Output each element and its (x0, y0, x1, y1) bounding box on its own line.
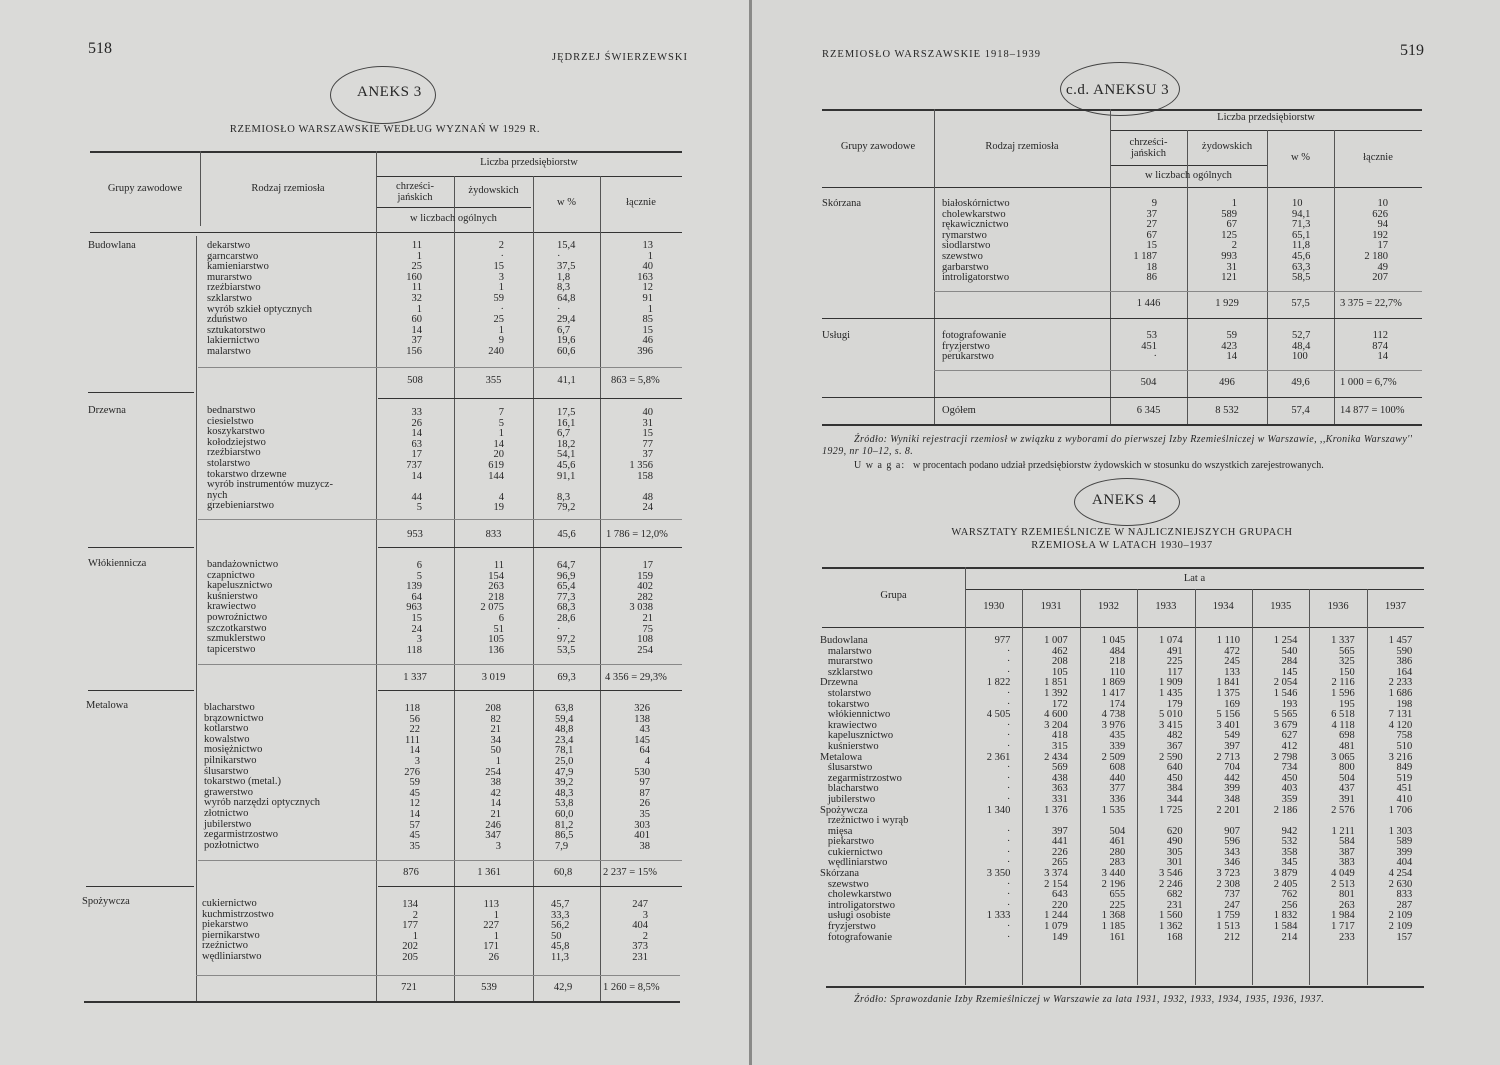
t4-col-1936: 1 337 565 325 150 2 116 1 596 195 6 518 4 118 698 481 3 065 800 504 437 391 2 576 1 211 584 387 383 4 049 2 513 801 263 1 984 1 717 233 (1331, 635, 1355, 943)
header-rodzaj: Rodzaj rzemiosła (251, 183, 325, 194)
t4-header-lata: Lat a (1183, 573, 1206, 584)
page-519 (752, 0, 1500, 1065)
t4-year-1935: 1935 (1270, 601, 1292, 612)
table4-title-line1: WARSZTATY RZEMIEŚLNICZE W NAJLICZNIEJSZYCH GRUPACH (951, 527, 1293, 538)
chr-values: 53 451 · (1141, 330, 1157, 363)
craft-list: blacharstwo brązownictwo kotlarstwo kowalstwo mosiężnictwo pilnikarstwo ślusarstwo tokarstwo (metal.) grawerstwo wyrób narzędzi optycznych złotnictwo jubilerstwo zegarmistrzostwo pozłotnictwo (204, 702, 321, 851)
craft-list: białoskórnictwo cholewkarstwo rękawicznictwo rymarstwo siodlarstwo szewstwo garbarstwo introligatorstwo (942, 198, 1010, 284)
group-name: Spożywcza (82, 896, 130, 907)
header-chr: chrześci- jańskich (396, 181, 434, 203)
rule (88, 690, 194, 691)
proc-values: 64,7 96,9 65,4 77,3 68,3 28,6 · 97,2 53,5 (557, 560, 576, 656)
sum-chr: 721 (401, 982, 417, 993)
t4-col-1935: 1 254 540 284 145 2 054 1 546 193 5 565 3 679 627 412 2 798 734 450 403 359 2 186 942 532 358 345 3 879 2 405 762 256 1 832 1 584 214 (1273, 635, 1298, 943)
rule (198, 519, 682, 520)
t4-col-1934: 1 110 472 245 133 1 841 1 375 169 5 156 3 401 549 397 2 713 704 442 399 348 2 201 907 596 343 346 3 723 2 308 737 247 1 759 1 513 212 (1216, 635, 1240, 943)
ogolem-zyd: 8 532 (1215, 405, 1239, 416)
header-liczba: Liczba przedsiębiorstw (480, 157, 578, 168)
chr-values: 33 26 14 63 17 737 14 44 5 (406, 407, 422, 514)
rule (822, 318, 1422, 319)
lacz-values: 10 626 94 192 17 2 180 49 207 (1364, 198, 1388, 284)
t4-year-1933: 1933 (1155, 601, 1177, 612)
chr-values: 118 56 22 111 14 3 276 59 45 12 14 57 45 35 (404, 703, 420, 852)
rule (378, 690, 682, 691)
sum-zyd: 1 361 (477, 867, 501, 878)
rule (376, 176, 682, 177)
rule (934, 291, 1422, 292)
sum-lacznie: 3 375 = 22,7% (1340, 298, 1402, 309)
header-zyd: żydowskich (468, 185, 519, 196)
lacz-values: 40 31 15 77 37 1 356 158 48 24 (629, 407, 653, 514)
sum-proc: 41,1 (557, 375, 576, 386)
sum-lacznie: 1 260 = 8,5% (603, 982, 660, 993)
zyd-values: 1 589 67 125 2 993 31 121 (1221, 198, 1237, 284)
running-head: JĘDRZEJ ŚWIERZEWSKI (552, 52, 688, 63)
zyd-values: 208 82 21 34 50 1 254 38 42 14 21 246 347 3 (485, 703, 501, 852)
ogolem-chr: 6 345 (1136, 405, 1161, 416)
rule (86, 886, 194, 887)
proc-values: 10 94,1 71,3 65,1 11,8 45,6 63,3 58,5 (1292, 198, 1311, 284)
sum-zyd: 539 (481, 982, 497, 993)
header-proc: w % (1291, 152, 1310, 163)
header-wliczbach: w liczbach ogólnych (1145, 170, 1232, 181)
rule (1110, 130, 1422, 131)
source-note-annex3: Źródło: Wyniki rejestracji rzemiosł w związku z wyborami do pierwszej Izby Rzemieślniczej w Warszawie, ,,Kronika Warszawy'' 1929, nr 10–12, s. 8. (822, 434, 1413, 457)
rule (822, 397, 1422, 398)
sum-chr: 1 337 (403, 672, 427, 683)
sum-chr: 508 (407, 375, 423, 386)
craft-list: bednarstwo ciesielstwo koszykarstwo kołodziejstwo rzeźbiarstwo stolarstwo tokarstwo drzewne wyrób instrumentów muzycz- nych grzebieniarstwo (207, 405, 333, 512)
craft-list: cukiernictwo kuchmistrzostwo piekarstwo piernikarstwo rzeźnictwo wędliniarstwo (202, 898, 274, 962)
sum-proc: 69,3 (557, 672, 576, 683)
rule (826, 986, 1424, 988)
sum-lacznie: 1 786 = 12,0% (606, 529, 668, 540)
rule (198, 367, 682, 368)
group-name: Budowlana (88, 240, 136, 251)
header-lacznie: łącznie (626, 197, 656, 208)
t4-year-1930: 1930 (983, 601, 1005, 612)
group-name: Włókiennicza (88, 558, 147, 569)
rule (378, 398, 682, 399)
rule (533, 176, 534, 1003)
ogolem-label: Ogółem (942, 405, 976, 416)
header-proc: w % (557, 197, 576, 208)
proc-values: 45,7 33,3 56,2 50 45,8 11,3 (551, 899, 570, 963)
header-zyd: żydowskich (1201, 141, 1253, 152)
sum-zyd: 496 (1219, 377, 1235, 388)
running-head: RZEMIOSŁO WARSZAWSKIE 1918–1939 (822, 49, 1041, 60)
header-rodzaj: Rodzaj rzemiosła (985, 141, 1059, 152)
header-lacznie: łącznie (1363, 152, 1393, 163)
rule (934, 370, 1422, 371)
sum-lacznie: 2 237 = 15% (603, 867, 658, 878)
zyd-values: 11 154 263 218 2 075 6 51 105 136 (480, 560, 504, 656)
group-name: Usługi (822, 330, 851, 341)
t4-group-names: Budowlana malarstwo murarstwo szklarstwo Drzewna stolarstwo tokarstwo włókiennictwo krawiectwo kapelusznictwo kuśnierstwo Metalowa ślusarstwo zegarmistrzostwo blacharstwo jubilerstwo Spożywcza rzeźnictwo i wyrąb mięsa piekarstwo cukiernictwo wędliniarstwo Skórzana szewstwo cholewkarstwo introligatorstwo usługi osobiste fryzjerstwo fotografowanie (820, 635, 909, 943)
t4-col-1930: 977 · · · 1 822 · · 4 505 · · · 2 361 · · · · 1 340 · · · · 3 350 · · · 1 333 · · (986, 635, 1011, 943)
t4-year-1936: 1936 (1327, 601, 1349, 612)
chr-values: 134 2 177 1 202 205 (402, 899, 418, 963)
sum-chr: 504 (1140, 377, 1157, 388)
sum-proc: 49,6 (1291, 377, 1310, 388)
rule (934, 109, 935, 424)
t4-year-1932: 1932 (1097, 601, 1119, 612)
rule (1110, 165, 1267, 166)
uwaga-label: U w a g a: (854, 460, 906, 471)
sum-proc: 57,5 (1291, 298, 1310, 309)
t4-header-grupa: Grupa (880, 590, 907, 601)
zyd-values: 59 423 14 (1221, 330, 1237, 363)
chr-values: 11 1 25 160 11 32 1 60 14 37 156 (406, 240, 422, 357)
rule (88, 547, 194, 548)
sum-zyd: 355 (485, 375, 502, 386)
proc-values: 52,7 48,4 100 (1292, 330, 1311, 363)
rule (84, 1001, 680, 1003)
craft-list: dekarstwo garncarstwo kamieniarstwo murarstwo rzeźbiarstwo szklarstwo wyrób szkieł optycznych zduństwo sztukatorstwo lakiernictwo malarstwo (207, 240, 312, 357)
table4-title-line2: RZEMIOSŁA W LATACH 1930–1937 (1031, 540, 1213, 551)
t4-year-1931: 1931 (1040, 601, 1062, 612)
t4-col-1937: 1 457 590 386 164 2 233 1 686 198 7 131 4 120 758 510 3 216 849 519 451 410 1 706 1 303 589 399 404 4 254 2 630 833 287 2 109 2 109 157 (1388, 635, 1413, 943)
proc-values: 15,4 · 37,5 1,8 8,3 64,8 · 29,4 6,7 19,6 60,6 (557, 240, 576, 357)
rule (822, 567, 1424, 569)
t4-year-1934: 1934 (1212, 601, 1234, 612)
chr-values: 6 5 139 64 963 15 24 3 118 (406, 560, 422, 656)
chr-values: 9 37 27 67 15 1 187 18 86 (1133, 198, 1157, 284)
rule (378, 886, 682, 887)
rule (198, 860, 682, 861)
lacz-values: 13 1 40 163 12 91 1 85 15 46 396 (637, 240, 653, 357)
aneks-label: ANEKS 3 (357, 84, 422, 100)
aneks4-label: ANEKS 4 (1092, 492, 1157, 508)
sum-proc: 60,8 (553, 867, 573, 878)
proc-values: 17,5 16,1 6,7 18,2 54,1 45,6 91,1 8,3 79,2 (557, 407, 576, 514)
header-chr: chrześci- jańskich (1129, 137, 1168, 159)
lacz-values: 17 159 402 282 3 038 21 75 108 254 (629, 560, 653, 656)
table-title: RZEMIOSŁO WARSZAWSKIE WEDŁUG WYZNAŃ W 1929 R. (229, 124, 541, 135)
sum-zyd: 1 929 (1215, 298, 1239, 309)
rule (822, 187, 1422, 188)
group-name: Drzewna (88, 405, 126, 416)
header-grupy: Grupy zawodowe (107, 183, 183, 194)
rule (88, 392, 194, 393)
sum-lacznie: 4 356 = 29,3% (605, 672, 667, 683)
rule (822, 627, 1424, 628)
rule (198, 664, 682, 665)
sum-lacznie: 863 = 5,8% (611, 375, 660, 386)
page-number: 518 (88, 40, 112, 57)
zyd-values: 7 5 1 14 20 619 144 4 19 (488, 407, 504, 514)
lacz-values: 247 3 404 2 373 231 (632, 899, 648, 963)
group-name: Metalowa (86, 700, 128, 711)
sum-chr: 953 (407, 529, 423, 540)
rule (822, 424, 1422, 426)
sum-zyd: 833 (485, 529, 502, 540)
craft-list: fotografowanie fryzjerstwo perukarstwo (942, 330, 1007, 363)
rule (378, 547, 682, 548)
ogolem-lacznie: 14 877 = 100% (1340, 405, 1405, 416)
ogolem-proc: 57,4 (1291, 405, 1310, 416)
t4-col-1931: 1 007 462 208 105 1 851 1 392 172 4 600 3 204 418 315 2 434 569 438 363 331 1 376 397 441 226 265 3 374 2 154 643 220 1 244 1 079 149 (1044, 635, 1068, 943)
group-name: Skórzana (822, 198, 862, 209)
t4-col-1933: 1 074 491 225 117 1 909 1 435 179 5 010 3 415 482 367 2 590 640 450 384 344 1 725 620 490 305 301 3 546 2 246 682 231 1 560 1 362 168 (1158, 635, 1183, 943)
proc-values: 63,8 59,4 48,8 23,4 78,1 25,0 47,9 39,2 48,3 53,8 60,0 81,2 86,5 7,9 (555, 703, 574, 852)
craft-list: bandażownictwo czapnictwo kapelusznictwo kuśnierstwo krawiectwo powroźnictwo szczotkarstwo szmuklerstwo tapicerstwo (207, 559, 279, 655)
sum-chr: 876 (403, 867, 419, 878)
rule (196, 975, 680, 976)
sum-lacznie: 1 000 = 6,7% (1340, 377, 1397, 388)
rule (90, 151, 682, 153)
sum-chr: 1 446 (1136, 298, 1161, 309)
rule (196, 236, 197, 1003)
sum-proc: 42,9 (553, 982, 573, 993)
rule (822, 109, 1422, 111)
t4-year-1937: 1937 (1384, 601, 1406, 612)
header-liczba: Liczba przedsiębiorstw (1217, 112, 1315, 123)
uwaga-text: w procentach podano udział przedsiębiorstw żydowskich w stosunku do wszystkich zarejestrowanych. (913, 460, 1324, 471)
sum-proc: 45,6 (557, 529, 576, 540)
page-518 (0, 0, 749, 1065)
page-number: 519 (1400, 42, 1424, 59)
source-note-annex4: Źródło: Sprawozdanie Izby Rzemieślniczej w Warszawie za lata 1931, 1932, 1933, 1934, 1935, 1936, 1937. (854, 994, 1325, 1005)
rule (90, 232, 682, 233)
lacz-values: 326 138 43 145 64 4 530 97 87 26 35 303 401 38 (634, 703, 650, 852)
lacz-values: 112 874 14 (1372, 330, 1388, 363)
t4-col-1932: 1 045 484 218 110 1 869 1 417 174 4 738 3 976 435 339 2 509 608 440 377 336 1 535 504 461 280 283 3 440 2 196 655 225 1 368 1 185 161 (1101, 635, 1126, 943)
header-wliczbach: w liczbach ogólnych (410, 213, 497, 224)
header-grupy: Grupy zawodowe (840, 141, 916, 152)
zyd-values: 2 · 15 3 1 59 · 25 1 9 240 (488, 240, 504, 357)
sum-zyd: 3 019 (481, 672, 506, 683)
zyd-values: 113 1 227 1 171 26 (483, 899, 499, 963)
aneks-label: c.d. ANEKSU 3 (1066, 82, 1170, 98)
